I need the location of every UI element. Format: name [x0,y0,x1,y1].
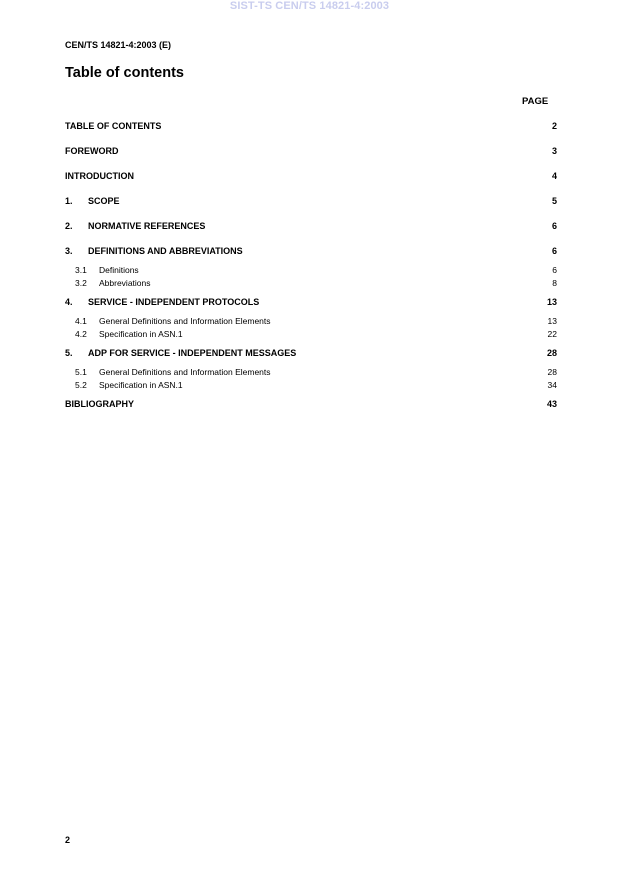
toc-subentry-page: 13 [547,316,557,326]
toc-entry-number: 1. [65,196,73,206]
toc-subentry-label: Abbreviations [99,277,151,288]
toc-entry[interactable] [65,120,557,145]
toc-subentry-number: 4.2 [75,328,87,339]
toc-entry-page: 28 [546,348,557,358]
toc-subentry[interactable] [65,315,557,328]
toc-entry-page: 4 [551,171,557,181]
toc-entry-label: BIBLIOGRAPHY [65,399,135,409]
toc-subentry-label: General Definitions and Information Elements [99,316,271,326]
page-column-label: PAGE [522,96,549,107]
toc-subentry[interactable] [65,328,557,341]
footer-page-number: 2 [65,835,71,845]
toc-entry-number: 4. [65,297,73,307]
toc-entry-label: FOREWORD [65,146,119,156]
toc-subentry-title [75,366,271,378]
watermark: SIST-TS CEN/TS 14821-4:2003 [229,0,390,12]
toc-subentry-number: 3.2 [75,277,87,288]
toc-subsection-group [65,315,557,340]
toc-entry-label: ADP FOR SERVICE - INDEPENDENT MESSAGES [88,348,297,358]
toc-entry-title [65,245,243,257]
toc-entry[interactable] [65,170,557,195]
toc-subentry-number: 5.2 [75,379,87,390]
toc-entry-title [65,220,205,232]
toc-subentry-label: Definitions [99,265,139,275]
toc-entry-title [65,347,296,359]
toc-entry[interactable] [65,145,557,170]
toc-entry-title [65,296,259,308]
toc-subentry-title [75,328,183,340]
toc-entry-title [65,170,134,182]
toc-subentry[interactable] [65,277,557,290]
toc-subentry-number: 5.1 [75,367,87,377]
toc-entry-number: 3. [65,246,73,256]
toc-subentry-title [75,379,183,391]
toc-entry[interactable] [65,398,557,423]
toc-subentry-label: Specification in ASN.1 [99,328,183,339]
toc-subentry-page: 22 [547,328,557,339]
toc-entry-page: 13 [546,297,557,307]
toc-entry-title [65,195,120,207]
toc-subentry-page: 6 [552,265,557,275]
toc-subsection-group [65,366,557,391]
toc-entry-label: INTRODUCTION [65,171,134,181]
toc-entry-page: 5 [551,196,557,206]
toc-entry[interactable] [65,245,557,264]
toc-subentry-title [75,315,271,327]
toc-entry[interactable] [65,296,557,315]
toc-entry-title [65,145,119,157]
toc-entry[interactable] [65,195,557,220]
toc-subentry[interactable] [65,379,557,392]
toc-entry-label: SERVICE - INDEPENDENT PROTOCOLS [88,297,260,307]
document-id: CEN/TS 14821-4:2003 (E) [65,40,172,50]
toc-entry-page: 43 [546,399,557,409]
toc-subentry-label: Specification in ASN.1 [99,379,183,390]
toc-subentry-page: 34 [547,379,557,390]
toc-entry-number: 2. [65,221,73,231]
toc-subentry-number: 3.1 [75,265,87,275]
toc-subentry-number: 4.1 [75,316,87,326]
page-title: Table of contents [65,65,184,81]
toc-subentry-page: 8 [552,277,557,288]
toc-subentry-title [75,277,151,289]
toc-subentry[interactable] [65,366,557,379]
toc-entry-label: SCOPE [88,196,120,206]
toc-subentry-page: 28 [547,367,557,377]
toc-entry-title [65,120,161,132]
toc-entry[interactable] [65,220,557,245]
toc-entry-title [65,398,134,410]
toc-subentry[interactable] [65,264,557,277]
toc-subentry-title [75,264,139,276]
toc-entry-page: 3 [551,146,557,156]
toc-entry-page: 6 [551,221,557,231]
toc-subentry-label: General Definitions and Information Elements [99,367,271,377]
table-of-contents [65,120,557,423]
toc-entry-label: DEFINITIONS AND ABBREVIATIONS [88,246,243,256]
toc-entry-page: 2 [551,121,557,131]
toc-entry-label: TABLE OF CONTENTS [65,121,162,131]
toc-entry[interactable] [65,347,557,366]
toc-subsection-group [65,264,557,289]
toc-entry-page: 6 [551,246,557,256]
toc-entry-label: NORMATIVE REFERENCES [88,221,206,231]
toc-entry-number: 5. [65,348,73,358]
